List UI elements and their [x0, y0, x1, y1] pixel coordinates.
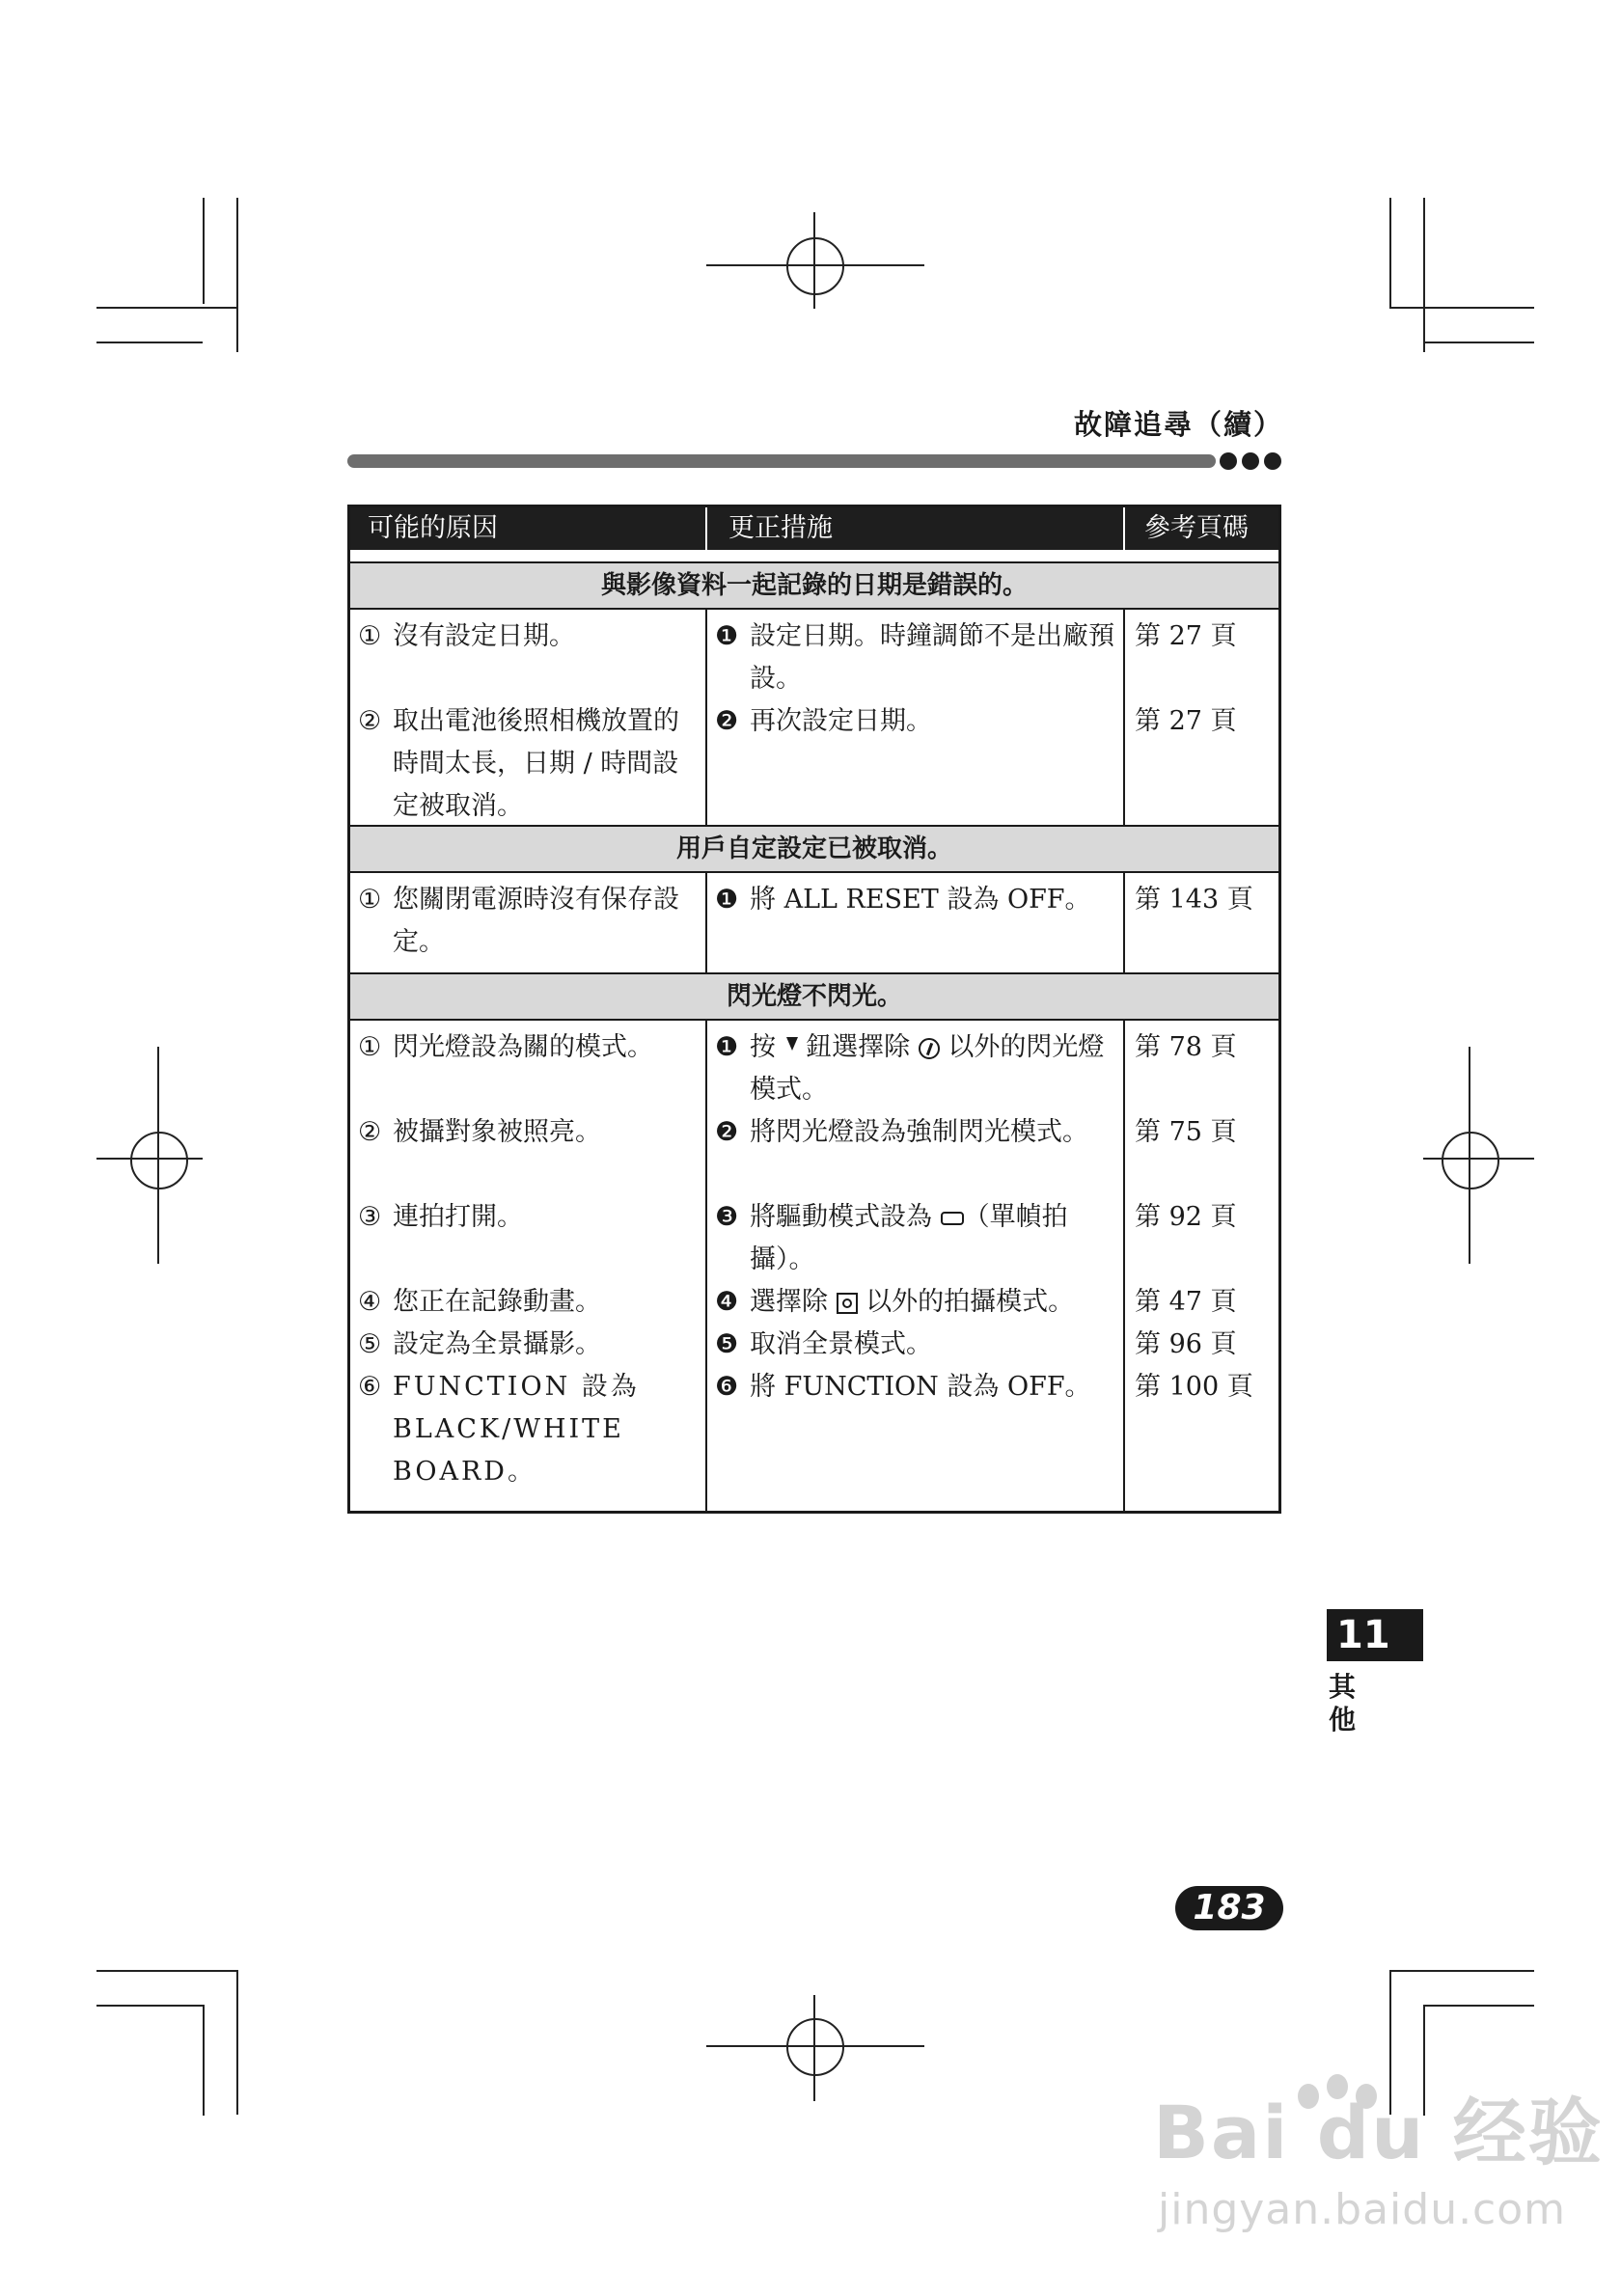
crop-mark — [236, 198, 238, 352]
registration-mark — [786, 237, 844, 295]
cause-column — [350, 873, 707, 972]
page-reference: 第 27 頁 — [1135, 621, 1237, 651]
chapter-label: 其他 — [1329, 1671, 1357, 1736]
action-item: ❸ 將驅動模式設為 （單幀拍攝）。 — [715, 1202, 1068, 1274]
action-item: ❻ 將 FUNCTION 設為 OFF。 — [715, 1372, 1091, 1402]
crop-mark — [96, 342, 203, 343]
crop-mark — [203, 198, 205, 304]
section-body — [350, 610, 1278, 827]
header-gap — [350, 550, 1278, 563]
reference-column — [1125, 1021, 1278, 1511]
page-reference: 第 92 頁 — [1135, 1202, 1237, 1232]
header-dot — [1242, 452, 1259, 470]
action-item: ❶ 按 鈕選擇除 以外的閃光燈模式。 — [715, 1032, 1105, 1105]
crop-mark — [236, 1970, 238, 2115]
page-reference: 第 47 頁 — [1135, 1287, 1237, 1317]
cause-column — [350, 1021, 707, 1511]
cause-item: ② 取出電池後照相機放置的時間太長，日期 / 時間設定被取消。 — [358, 706, 679, 821]
action-item: ❷ 再次設定日期。 — [715, 706, 932, 736]
action-item: ❶ 設定日期。時鐘調節不是出廠預設。 — [715, 621, 1114, 694]
action-column — [707, 873, 1125, 972]
section-title: 與影像資料一起記錄的日期是錯誤的。 — [350, 563, 1278, 610]
header-cause: 可能的原因 — [350, 507, 707, 550]
action-item: ❶ 將 ALL RESET 設為 OFF。 — [715, 885, 1091, 915]
flash-icon — [784, 1037, 798, 1060]
chapter-number: 11 — [1327, 1609, 1423, 1661]
action-item: ❹ 選擇除 以外的拍攝模式。 — [715, 1287, 1075, 1317]
action-item: ❺ 取消全景模式。 — [715, 1329, 932, 1359]
reference-column — [1125, 610, 1278, 825]
movie-mode-icon — [837, 1293, 858, 1314]
cause-item: ⑤ 設定為全景攝影。 — [358, 1329, 601, 1359]
registration-mark — [130, 1132, 188, 1189]
header-action: 更正措施 — [707, 507, 1125, 550]
cause-item: ② 被攝對象被照亮。 — [358, 1117, 601, 1147]
section-body — [350, 873, 1278, 974]
troubleshooting-table — [347, 505, 1281, 1514]
cause-column — [350, 610, 707, 825]
cause-item: ③ 連拍打開。 — [358, 1202, 523, 1232]
registration-mark — [786, 2018, 844, 2076]
reference-column — [1125, 873, 1278, 972]
flash-off-icon — [919, 1038, 940, 1059]
crop-mark — [1389, 1970, 1534, 1972]
crop-mark — [203, 2005, 205, 2116]
cause-item: ④ 您正在記錄動畫。 — [358, 1287, 601, 1317]
crop-mark — [96, 2005, 203, 2007]
action-column — [707, 610, 1125, 825]
header-dot — [1220, 452, 1237, 470]
single-frame-icon — [941, 1212, 964, 1225]
page-reference: 第 96 頁 — [1135, 1329, 1237, 1359]
crop-mark — [1423, 198, 1425, 352]
section-title: 用戶自定設定已被取消。 — [350, 827, 1278, 873]
cause-item: ① 閃光燈設為關的模式。 — [358, 1032, 653, 1062]
page-number: 183 — [1175, 1886, 1283, 1930]
header-rule — [347, 454, 1216, 468]
crop-mark — [1389, 198, 1391, 309]
page-reference: 第 143 頁 — [1135, 885, 1253, 915]
crop-mark — [96, 307, 236, 309]
cause-item: ① 沒有設定日期。 — [358, 621, 575, 651]
table-header — [350, 507, 1278, 550]
page-reference: 第 78 頁 — [1135, 1032, 1237, 1062]
cause-item: ① 您關閉電源時沒有保存設定。 — [358, 885, 679, 957]
cause-item: ⑥ FUNCTION 設為 BLACK/WHITE BOARD。 — [358, 1372, 640, 1487]
crop-mark — [1423, 2005, 1534, 2007]
action-item: ❷ 將閃光燈設為強制閃光模式。 — [715, 1117, 1088, 1147]
action-column — [707, 1021, 1125, 1511]
page-header-title: 故障追尋（續） — [1073, 408, 1283, 441]
header-reference: 參考頁碼 — [1144, 513, 1249, 543]
registration-mark — [1442, 1132, 1499, 1189]
crop-mark — [1389, 307, 1534, 309]
section-body — [350, 1021, 1278, 1511]
page-reference: 第 100 頁 — [1135, 1372, 1253, 1402]
header-dot — [1264, 452, 1281, 470]
section-title: 閃光燈不閃光。 — [350, 974, 1278, 1021]
page-reference: 第 27 頁 — [1135, 706, 1237, 736]
watermark-url: jingyan.baidu.com — [1158, 2185, 1567, 2234]
watermark-brand: Bai du 经验 — [1153, 2090, 1604, 2175]
crop-mark — [96, 1970, 236, 1972]
page-reference: 第 75 頁 — [1135, 1117, 1237, 1147]
crop-mark — [1423, 342, 1534, 343]
